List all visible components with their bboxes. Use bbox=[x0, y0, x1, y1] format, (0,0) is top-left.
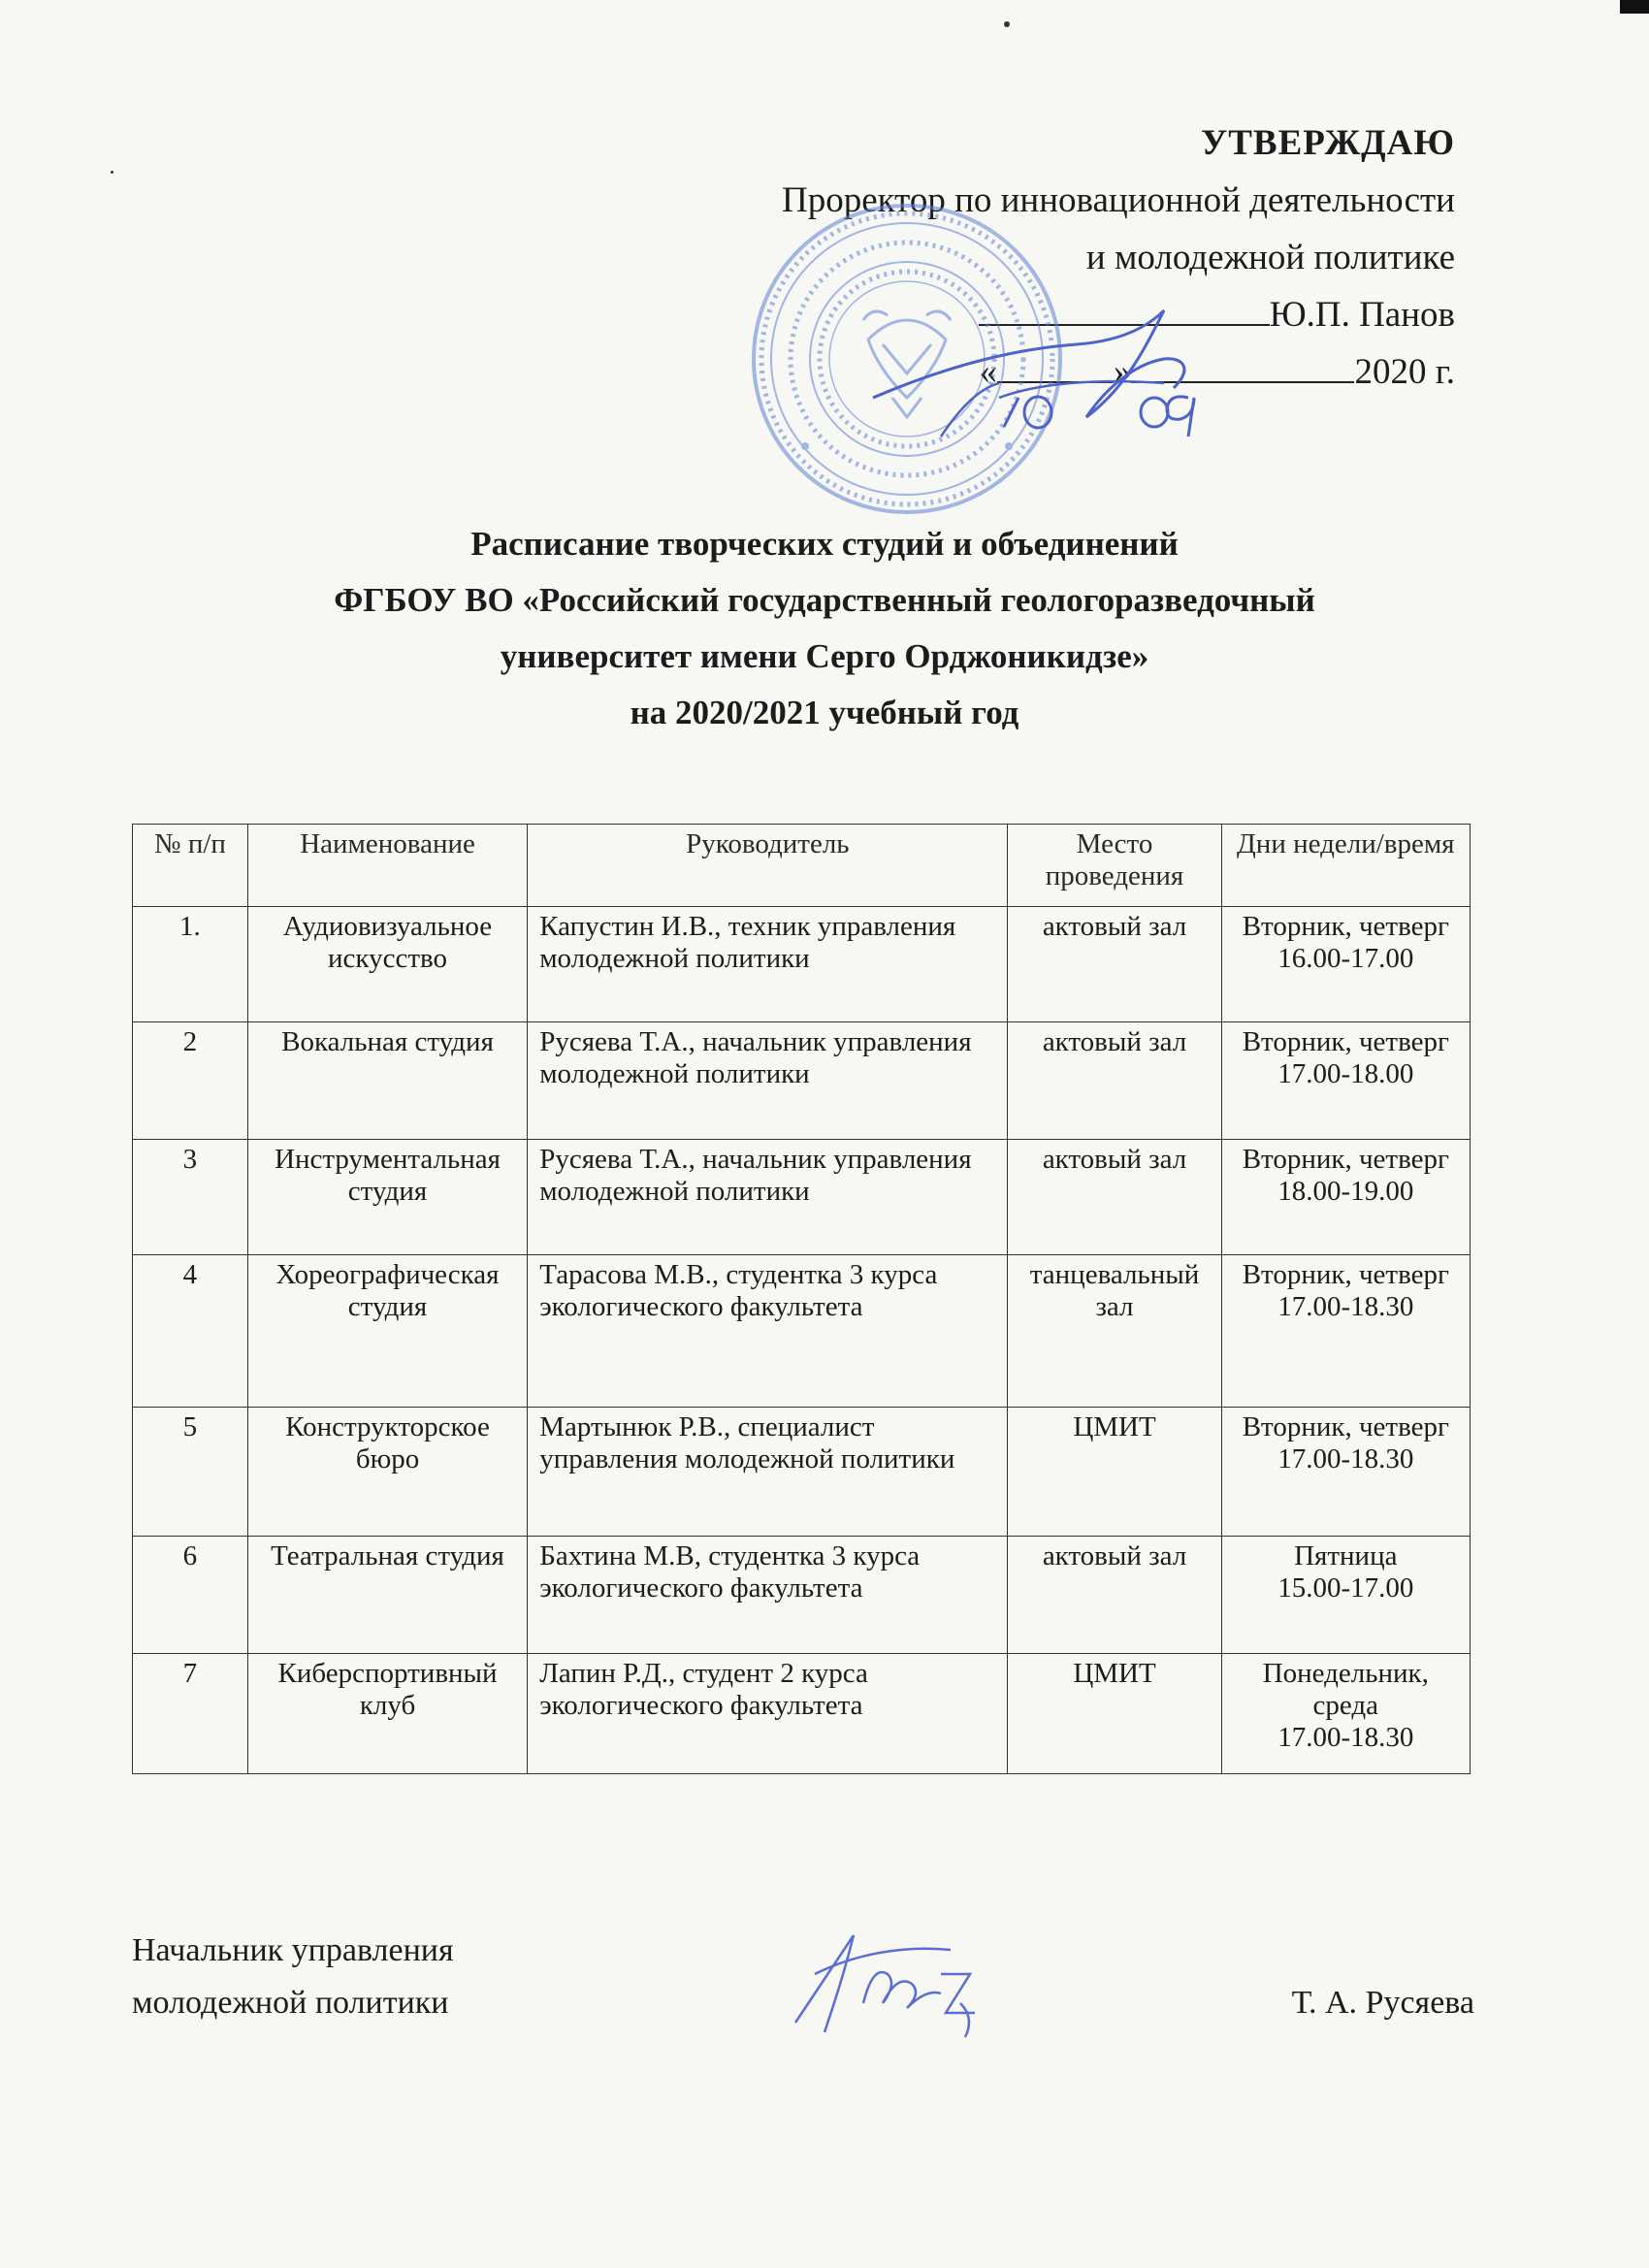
row-days-time: 16.00-17.00 bbox=[1277, 943, 1414, 974]
row-head: Мартынюк Р.В., специалист управления молодежной политики bbox=[528, 1408, 1008, 1537]
row-head: Русяева Т.А., начальник управления молодежной политики bbox=[528, 1022, 1008, 1140]
row-place: ЦМИТ bbox=[1008, 1408, 1221, 1537]
row-place: актовый зал bbox=[1008, 1022, 1221, 1140]
row-days-time: 17.00-18.30 bbox=[1277, 1443, 1414, 1474]
row-days-weekdays: Вторник, четверг bbox=[1242, 1411, 1449, 1442]
approval-title: УТВЕРЖДАЮ bbox=[1201, 123, 1455, 163]
row-head: Бахтина М.В, студентка 3 курса экологического факультета bbox=[528, 1537, 1008, 1654]
header-days: Дни недели/время bbox=[1221, 825, 1470, 907]
title-line-2: ФГБОУ ВО «Российский государственный геологоразведочный bbox=[334, 581, 1315, 619]
table-row bbox=[133, 1022, 1471, 1140]
row-num: 7 bbox=[133, 1654, 248, 1774]
date-open-quote: « bbox=[979, 352, 997, 392]
schedule-table bbox=[132, 824, 1471, 1774]
row-num: 3 bbox=[133, 1140, 248, 1255]
row-name: Аудиовизуальное искусство bbox=[247, 907, 527, 1022]
row-days bbox=[1221, 1140, 1470, 1255]
row-name: Хореографическая студия bbox=[247, 1255, 527, 1408]
row-days bbox=[1221, 1255, 1470, 1408]
row-days-weekdays: Вторник, четверг bbox=[1242, 911, 1449, 942]
official-stamp bbox=[747, 199, 1067, 519]
row-name: Киберспортивный клуб bbox=[247, 1654, 527, 1774]
footer-signature bbox=[776, 1916, 1009, 2042]
footer-position-line1: Начальник управления bbox=[132, 1932, 454, 1968]
title-line-4: на 2020/2021 учебный год bbox=[630, 694, 1019, 731]
table-row bbox=[133, 1408, 1471, 1537]
date-month-blank bbox=[1131, 352, 1354, 383]
row-days-time: 17.00-18.30 bbox=[1277, 1291, 1414, 1322]
row-num: 5 bbox=[133, 1408, 248, 1537]
row-head: Русяева Т.А., начальник управления молодежной политики bbox=[528, 1140, 1008, 1255]
header-head: Руководитель bbox=[528, 825, 1008, 907]
approver-position-line1: Проректор по инновационной деятельности bbox=[782, 180, 1455, 220]
row-num: 4 bbox=[133, 1255, 248, 1408]
table-row bbox=[133, 1537, 1471, 1654]
footer-position-line2: молодежной политики bbox=[132, 1985, 449, 2021]
header-place: Место проведения bbox=[1008, 825, 1221, 907]
footer-signer-name: Т. А. Русяева bbox=[1291, 1985, 1474, 2021]
table-row bbox=[133, 907, 1471, 1022]
row-days-time: 17.00-18.00 bbox=[1277, 1058, 1414, 1089]
row-days-weekdays: Понедельник, среда bbox=[1262, 1658, 1429, 1721]
row-days-time: 18.00-19.00 bbox=[1277, 1176, 1414, 1207]
table-row bbox=[133, 1255, 1471, 1408]
row-name: Инструментальная студия bbox=[247, 1140, 527, 1255]
row-head: Капустин И.В., техник управления молодежной политики bbox=[528, 907, 1008, 1022]
title-line-3: университет имени Серго Орджоникидзе» bbox=[500, 637, 1149, 675]
row-days-weekdays: Вторник, четверг bbox=[1242, 1026, 1449, 1057]
table-row bbox=[133, 1654, 1471, 1774]
row-days bbox=[1221, 1408, 1470, 1537]
row-place: актовый зал bbox=[1008, 1140, 1221, 1255]
title-line-1: Расписание творческих студий и объединений bbox=[470, 525, 1179, 563]
row-days-weekdays: Вторник, четверг bbox=[1242, 1259, 1449, 1290]
header-num: № п/п bbox=[133, 825, 248, 907]
row-name: Вокальная студия bbox=[247, 1022, 527, 1140]
scan-corner-mark bbox=[1620, 0, 1649, 14]
row-days-weekdays: Пятница bbox=[1294, 1540, 1398, 1571]
row-place: актовый зал bbox=[1008, 907, 1221, 1022]
row-days-time: 15.00-17.00 bbox=[1277, 1572, 1414, 1604]
header-name: Наименование bbox=[247, 825, 527, 907]
table-row bbox=[133, 1140, 1471, 1255]
scan-artifact bbox=[1004, 21, 1010, 27]
document-title bbox=[0, 516, 1649, 741]
row-place: танцевальный зал bbox=[1008, 1255, 1221, 1408]
row-name: Театральная студия bbox=[247, 1537, 527, 1654]
row-days bbox=[1221, 1537, 1470, 1654]
row-num: 1. bbox=[133, 907, 248, 1022]
row-name: Конструкторское бюро bbox=[247, 1408, 527, 1537]
scan-artifact bbox=[111, 171, 113, 174]
row-days bbox=[1221, 907, 1470, 1022]
row-days bbox=[1221, 1022, 1470, 1140]
date-close-quote: » bbox=[1113, 352, 1132, 392]
table-header-row bbox=[133, 825, 1471, 907]
row-num: 6 bbox=[133, 1537, 248, 1654]
row-days bbox=[1221, 1654, 1470, 1774]
approver-name: Ю.П. Панов bbox=[1269, 295, 1455, 335]
footer-position bbox=[132, 1925, 454, 2029]
row-place: ЦМИТ bbox=[1008, 1654, 1221, 1774]
row-days-time: 17.00-18.30 bbox=[1277, 1722, 1414, 1753]
date-year: 2020 г. bbox=[1354, 352, 1455, 392]
row-head: Лапин Р.Д., студент 2 курса экологического факультета bbox=[528, 1654, 1008, 1774]
row-place: актовый зал bbox=[1008, 1537, 1221, 1654]
row-head: Тарасова М.В., студентка 3 курса экологического факультета bbox=[528, 1255, 1008, 1408]
row-days-weekdays: Вторник, четверг bbox=[1242, 1144, 1449, 1175]
approver-position-line2: и молодежной политике bbox=[1085, 238, 1455, 277]
row-num: 2 bbox=[133, 1022, 248, 1140]
